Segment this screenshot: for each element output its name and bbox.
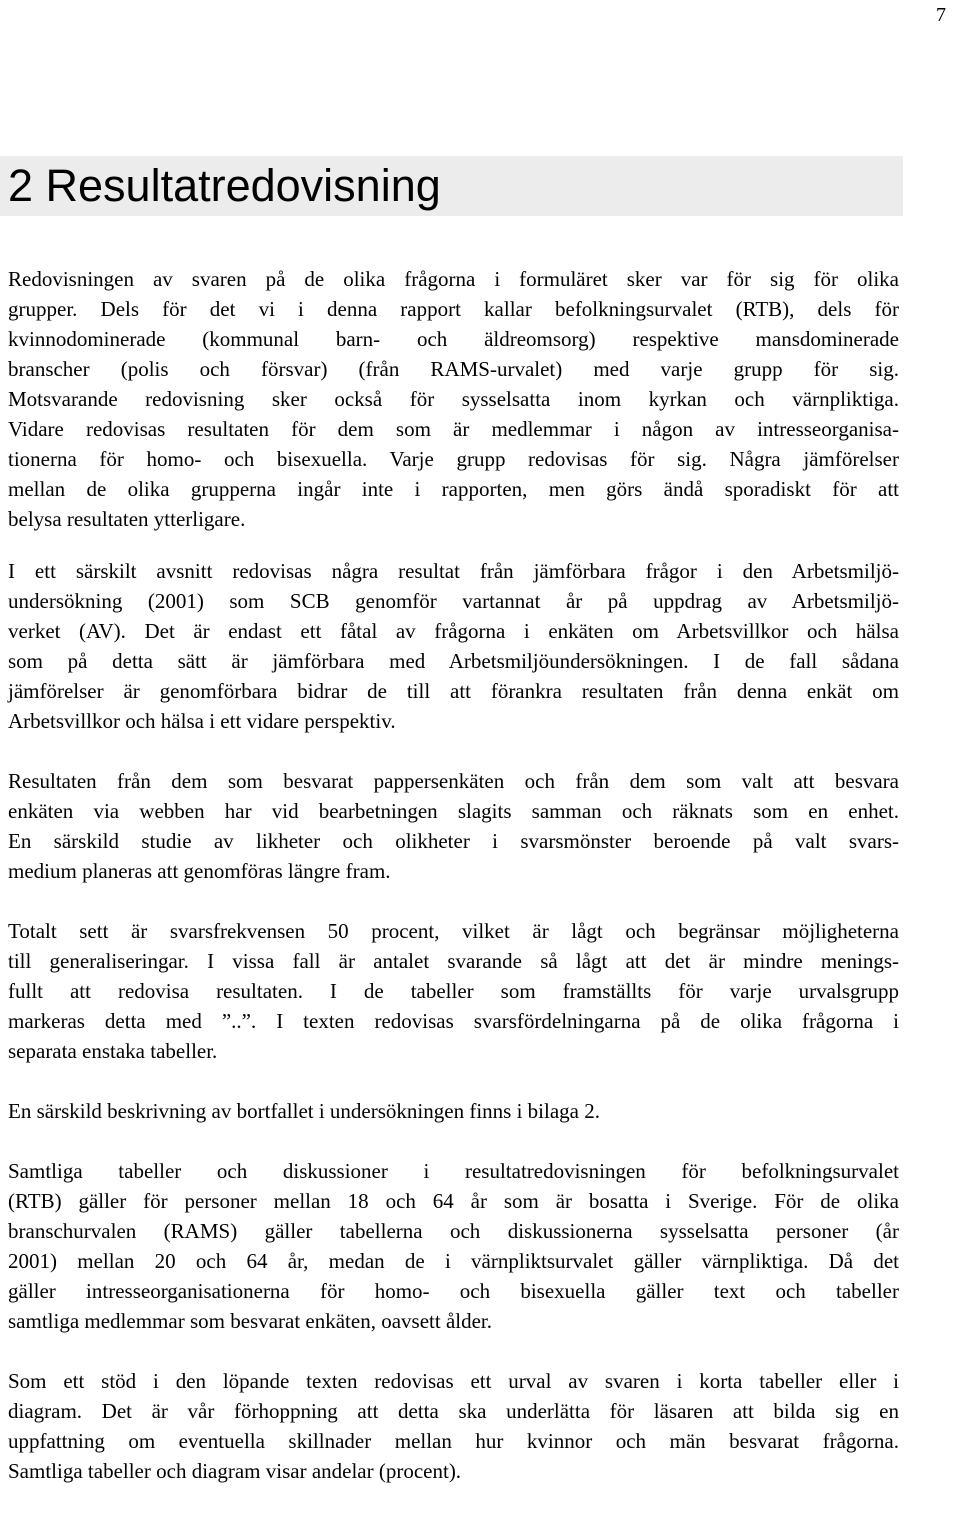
- paragraph-3: [8, 766, 899, 886]
- text-line: separata enstaka tabeller.: [8, 1039, 218, 1063]
- paragraph-7: [8, 1366, 899, 1486]
- text-line: I ett särskilt avsnitt redovisas några resultat från jämförbara frågor i den Arbetsmiljö-: [8, 559, 899, 583]
- text-line: enkäten via webben har vid bearbetningen slagits samman och räknats som en enhet.: [8, 799, 899, 823]
- text-line: verket (AV). Det är endast ett fåtal av frågorna i enkäten om Arbetsvillkor och hälsa: [8, 619, 899, 643]
- paragraph-6: [8, 1156, 899, 1336]
- text-line: 2001) mellan 20 och 64 år, medan de i värnpliktsurvalet gäller värnpliktiga. Då det: [8, 1249, 899, 1273]
- text-line: diagram. Det är vår förhoppning att detta ska underlätta för läsaren att bilda sig en: [8, 1399, 899, 1423]
- body-text: [8, 264, 899, 1516]
- text-line: Motsvarande redovisning sker också för sysselsatta inom kyrkan och värnpliktiga.: [8, 387, 899, 411]
- text-line: Redovisningen av svaren på de olika frågorna i formuläret sker var för sig för olika: [8, 267, 899, 291]
- text-line: medium planeras att genomföras längre fram.: [8, 859, 391, 883]
- text-line: En särskild studie av likheter och olikheter i svarsmönster beroende på valt svars-: [8, 829, 899, 853]
- text-line: undersökning (2001) som SCB genomför vartannat år på uppdrag av Arbetsmiljö-: [8, 589, 899, 613]
- text-line: markeras detta med ”..”. I texten redovisas svarsfördelningarna på de olika frågorna i: [8, 1009, 899, 1033]
- text-line: uppfattning om eventuella skillnader mellan hur kvinnor och män besvarat frågorna.: [8, 1429, 899, 1453]
- text-line: branscher (polis och försvar) (från RAMS-urvalet) med varje grupp för sig.: [8, 357, 899, 381]
- paragraph-2: [8, 556, 899, 736]
- text-line: Totalt sett är svarsfrekvensen 50 procent, vilket är lågt och begränsar möjligheterna: [8, 919, 899, 943]
- text-line: belysa resultaten ytterligare.: [8, 507, 246, 531]
- text-line: grupper. Dels för det vi i denna rapport kallar befolkningsurvalet (RTB), dels för: [8, 297, 899, 321]
- text-line: En särskild beskrivning av bortfallet i undersökningen finns i bilaga 2.: [8, 1099, 600, 1123]
- text-line: Samtliga tabeller och diskussioner i resultatredovisningen för befolkningsurvalet: [8, 1159, 899, 1183]
- text-line: (RTB) gäller för personer mellan 18 och 64 år som är bosatta i Sverige. För de olika: [8, 1189, 899, 1213]
- text-line: branschurvalen (RAMS) gäller tabellerna och diskussionerna sysselsatta personer (år: [8, 1219, 899, 1243]
- text-line: samtliga medlemmar som besvarat enkäten, oavsett ålder.: [8, 1309, 493, 1333]
- text-line: Resultaten från dem som besvarat pappersenkäten och från dem som valt att besvara: [8, 769, 899, 793]
- text-line: till generaliseringar. I vissa fall är antalet svarande så lågt att det är mindre menings-: [8, 949, 899, 973]
- text-line: Vidare redovisas resultaten för dem som är medlemmar i någon av intresseorganisa-: [8, 417, 899, 441]
- page-number: 7: [936, 4, 946, 26]
- text-line: Som ett stöd i den löpande texten redovisas ett urval av svaren i korta tabeller eller i: [8, 1369, 899, 1393]
- text-line: kvinnodominerade (kommunal barn- och äldreomsorg) respektive mansdominerade: [8, 327, 899, 351]
- text-line: gäller intresseorganisationerna för homo- och bisexuella gäller text och tabeller: [8, 1279, 899, 1303]
- text-line: som på detta sätt är jämförbara med Arbetsmiljöundersökningen. I de fall sådana: [8, 649, 899, 673]
- paragraph-1: [8, 264, 899, 534]
- text-line: Samtliga tabeller och diagram visar andelar (procent).: [8, 1459, 462, 1483]
- text-line: jämförelser är genomförbara bidrar de till att förankra resultaten från denna enkät om: [8, 679, 899, 703]
- paragraph-5: [8, 1096, 899, 1126]
- text-line: mellan de olika grupperna ingår inte i rapporten, men görs ändå sporadiskt för att: [8, 477, 899, 501]
- section-heading: 2 Resultatredovisning: [0, 156, 903, 216]
- text-line: Arbetsvillkor och hälsa i ett vidare perspektiv.: [8, 709, 396, 733]
- text-line: fullt att redovisa resultaten. I de tabeller som framställts för varje urvalsgrupp: [8, 979, 899, 1003]
- text-line: tionerna för homo- och bisexuella. Varje grupp redovisas för sig. Några jämförelser: [8, 447, 899, 471]
- paragraph-4: [8, 916, 899, 1066]
